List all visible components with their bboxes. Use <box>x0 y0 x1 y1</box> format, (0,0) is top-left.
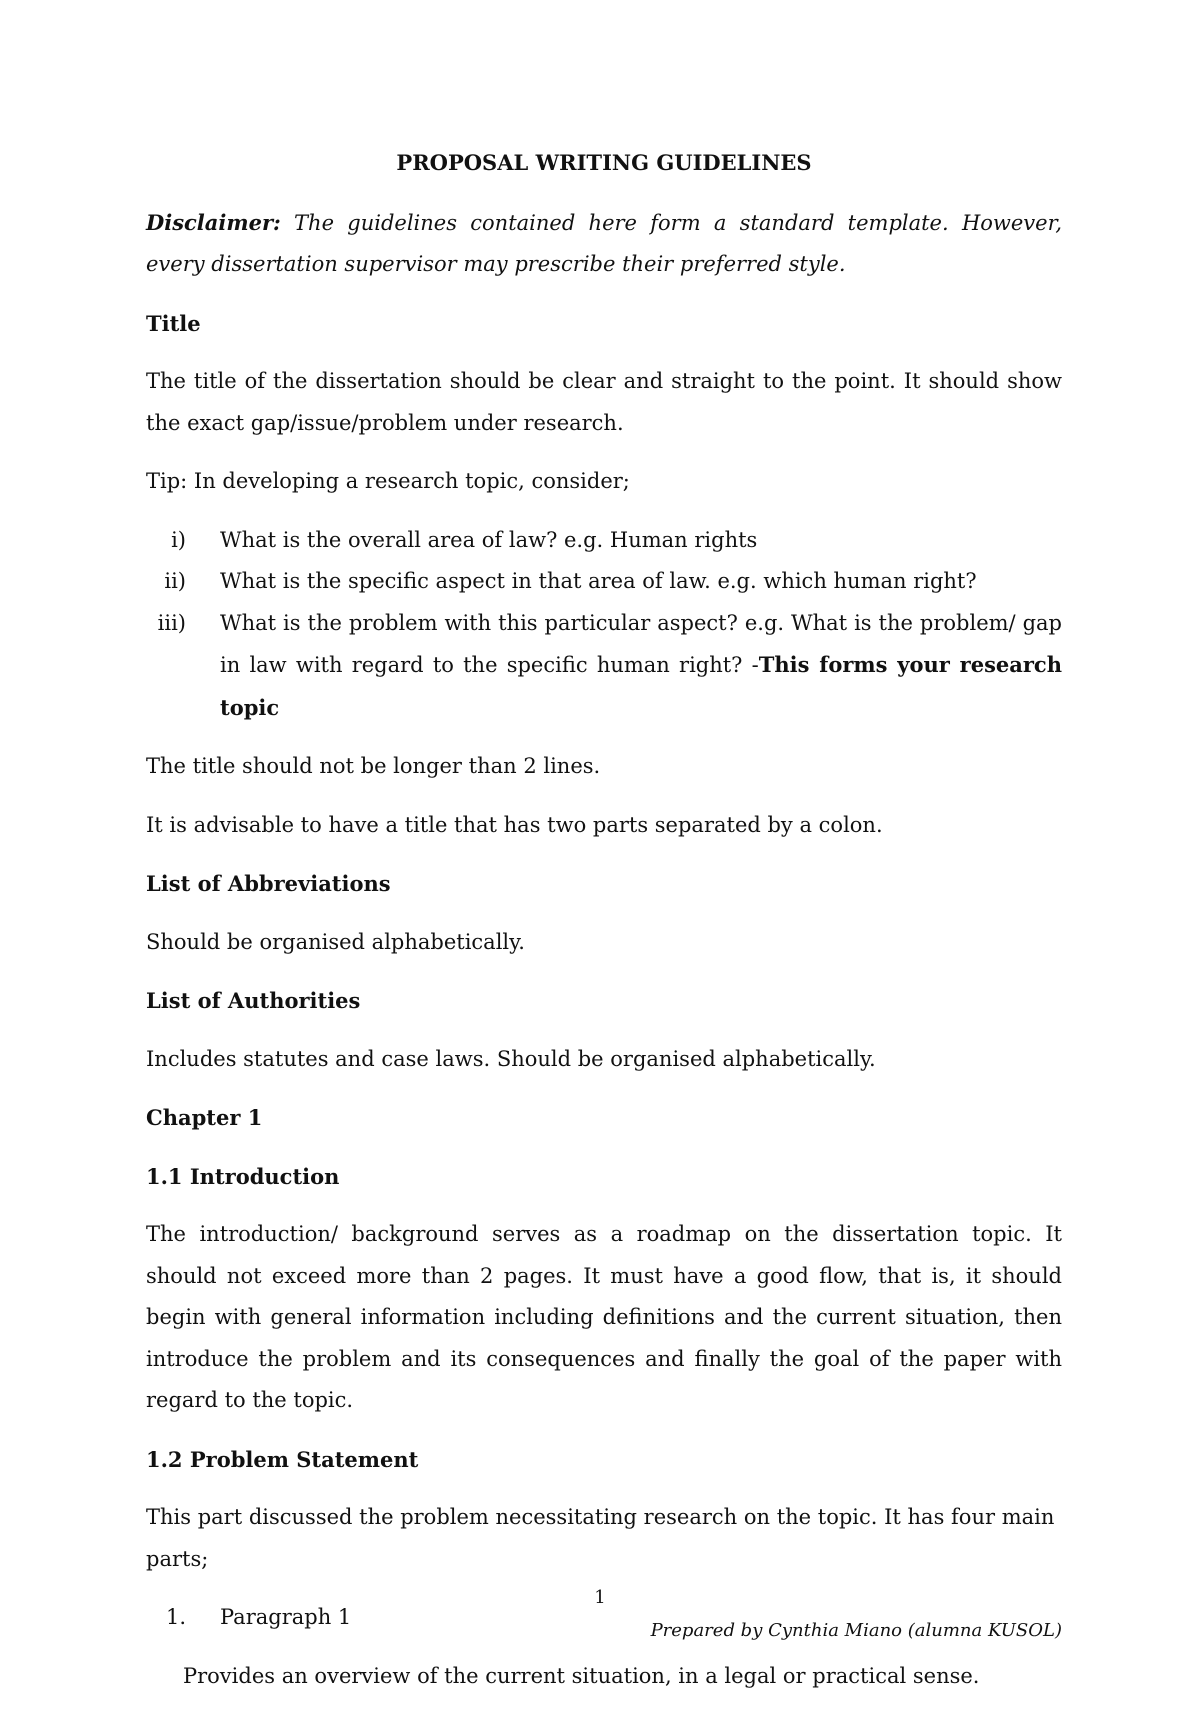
list-item-text: Paragraph 1 <box>220 1605 352 1629</box>
tip-list <box>146 520 1062 730</box>
title-paragraph-2: The title should not be longer than 2 lines. <box>146 754 601 778</box>
disclaimer-text: The guidelines contained here form a standard template. However, every dissertation supervisor may prescribe their preferred style. <box>146 210 1062 276</box>
heading-chapter-1: Chapter 1 <box>146 1105 263 1130</box>
list-item <box>146 603 1062 730</box>
list-item <box>146 520 1062 562</box>
tip-paragraph: Tip: In developing a research topic, consider; <box>146 469 630 493</box>
list-item-text: What is the problem with this particular aspect? e.g. What is the problem/ gap in law with regard to the specific human right? - <box>220 610 1062 677</box>
list-marker: i) <box>171 527 186 552</box>
abbreviations-paragraph: Should be organised alphabetically. <box>146 929 525 954</box>
heading-abbreviations: List of Abbreviations <box>146 871 391 896</box>
document-title: PROPOSAL WRITING GUIDELINES <box>396 150 812 175</box>
research-topic-emphasis: This forms your research topic <box>220 652 1062 720</box>
disclaimer <box>146 202 1062 286</box>
title-paragraph-3: It is advisable to have a title that has two parts separated by a colon. <box>146 812 883 837</box>
list-item-text: What is the overall area of law? e.g. Human rights <box>220 527 758 552</box>
heading-introduction: 1.1 Introduction <box>146 1163 340 1189</box>
list-marker: ii) <box>164 569 186 593</box>
heading-problem-statement: 1.2 Problem Statement <box>146 1446 419 1472</box>
document-body <box>146 142 1062 1714</box>
authorities-paragraph: Includes statutes and case laws. Should be organised alphabetically. <box>146 1046 876 1071</box>
list-item-text-wrapper <box>220 603 1062 730</box>
list-item-text: What is the specific aspect in that area of law. e.g. which human right? <box>220 569 977 593</box>
list-marker: 1. <box>165 1605 186 1629</box>
paragraph-1-description: Provides an overview of the current situation, in a legal or practical sense. <box>183 1663 980 1688</box>
list-item <box>146 561 1062 603</box>
prepared-by-footer: Prepared by Cynthia Miano (alumna KUSOL) <box>650 1620 1062 1641</box>
disclaimer-label: Disclaimer: <box>146 209 281 235</box>
problem-statement-paragraph: This part discussed the problem necessitating research on the topic. It has four main parts; <box>146 1505 1055 1571</box>
page-number: 1 <box>594 1587 606 1608</box>
introduction-paragraph: The introduction/ background serves as a roadmap on the dissertation topic. It should not exceed more than 2 pages. It must have a good flow, that is, it should begin with general information including definitions and the current situation, then introduce the problem and its consequences and finally the goal of the paper with regard to the topic. <box>146 1222 1062 1412</box>
list-marker: iii) <box>157 610 186 635</box>
heading-authorities: List of Authorities <box>146 988 361 1013</box>
heading-title: Title <box>146 310 201 336</box>
title-paragraph-1: The title of the dissertation should be clear and straight to the point. It should show the exact gap/issue/problem under research. <box>146 369 1062 435</box>
